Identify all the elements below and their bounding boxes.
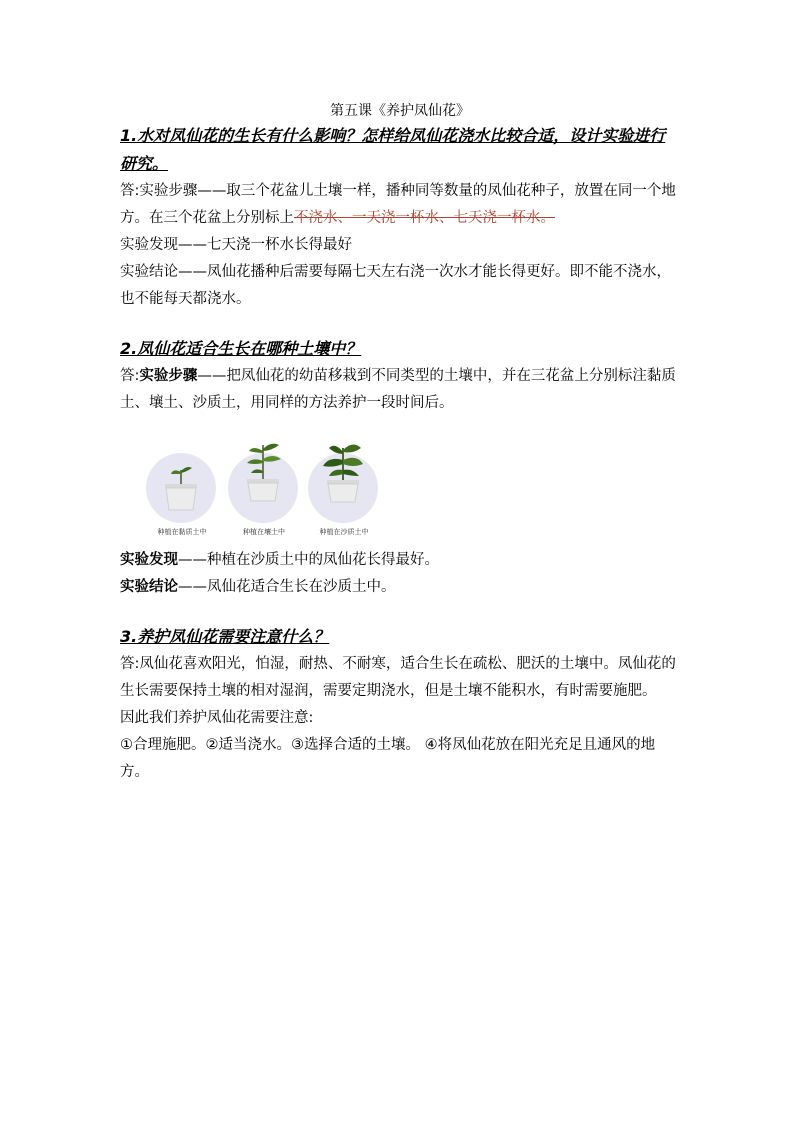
q2-step-text: ——把凤仙花的幼苗移栽到不同类型的土壤中，并在三花盆上分别标注黏质土、壤土、沙质土，用同样的方法养护一段时间后。 xyxy=(120,368,676,411)
page-title: 第五课《养护凤仙花》 xyxy=(330,103,470,119)
q1-finding: 实验发现——七天浇一杯水长得最好 xyxy=(120,237,352,253)
q2-finding-label: 实验发现 xyxy=(120,552,178,568)
document-page xyxy=(120,100,680,786)
pot-sandy-soil xyxy=(308,423,380,541)
q2-finding-text: ——种植在沙质土中的凤仙花长得最好。 xyxy=(178,552,439,568)
q3-answer-3: ①合理施肥。②适当浇水。③选择合适的土壤。 ④将凤仙花放在阳光充足且通风的地方。 xyxy=(120,737,656,780)
q1-conclusion: 实验结论——凤仙花播种后需要每隔七天左右浇一次水才能长得更好。即不能不浇水，也不能每天都浇水。 xyxy=(120,264,671,307)
caption-sandy: 种植在沙质土中 xyxy=(319,528,369,536)
caption-clay: 种植在黏质土中 xyxy=(157,528,207,536)
pot-image-large xyxy=(321,427,365,517)
pot-image-medium xyxy=(241,425,285,517)
q2-conclusion-text: ——凤仙花适合生长在沙质土中。 xyxy=(178,579,396,595)
question-2: 2.凤仙花适合生长在哪种土壤中？ xyxy=(120,339,362,358)
q1-step-marks: 不浇水、一天浇一杯水、七天浇一杯水。 xyxy=(294,210,555,226)
q2-step-label: 实验步骤 xyxy=(139,368,198,384)
pot-clay-soil xyxy=(146,423,218,541)
q2-finding xyxy=(120,547,680,574)
q3-answer-1: 答:凤仙花喜欢阳光，怕湿，耐热、不耐寒，适合生长在疏松、肥沃的土壤中。凤仙花的生长需要保持土壤的相对湿润，需要定期浇水，但是土壤不能积水，有时需要施肥。 xyxy=(120,656,676,699)
question-3: 3.养护凤仙花需要注意什么？ xyxy=(120,627,330,646)
caption-loam: 种植在壤土中 xyxy=(243,528,285,536)
q3-answer-2: 因此我们养护凤仙花需要注意: xyxy=(120,710,314,726)
q1-experiment-steps xyxy=(120,178,680,232)
question-1: 1.水对凤仙花的生长有什么影响？怎样给凤仙花浇水比较合适，设计实验进行研究。 xyxy=(120,126,666,173)
q1-step-text: 答:实验步骤——取三个花盆儿土壤一样，播种同等数量的凤仙花种子，放置在同一个地方。在三个花盆上分别标上 xyxy=(120,183,676,226)
potted-plants-figure xyxy=(120,423,390,541)
q2-conclusion xyxy=(120,574,680,601)
q2-answer-prefix: 答: xyxy=(120,368,140,384)
pot-loam-soil xyxy=(228,423,300,541)
q2-conclusion-label: 实验结论 xyxy=(120,579,178,595)
q2-experiment-steps xyxy=(120,363,680,417)
pot-image-small xyxy=(159,447,203,517)
